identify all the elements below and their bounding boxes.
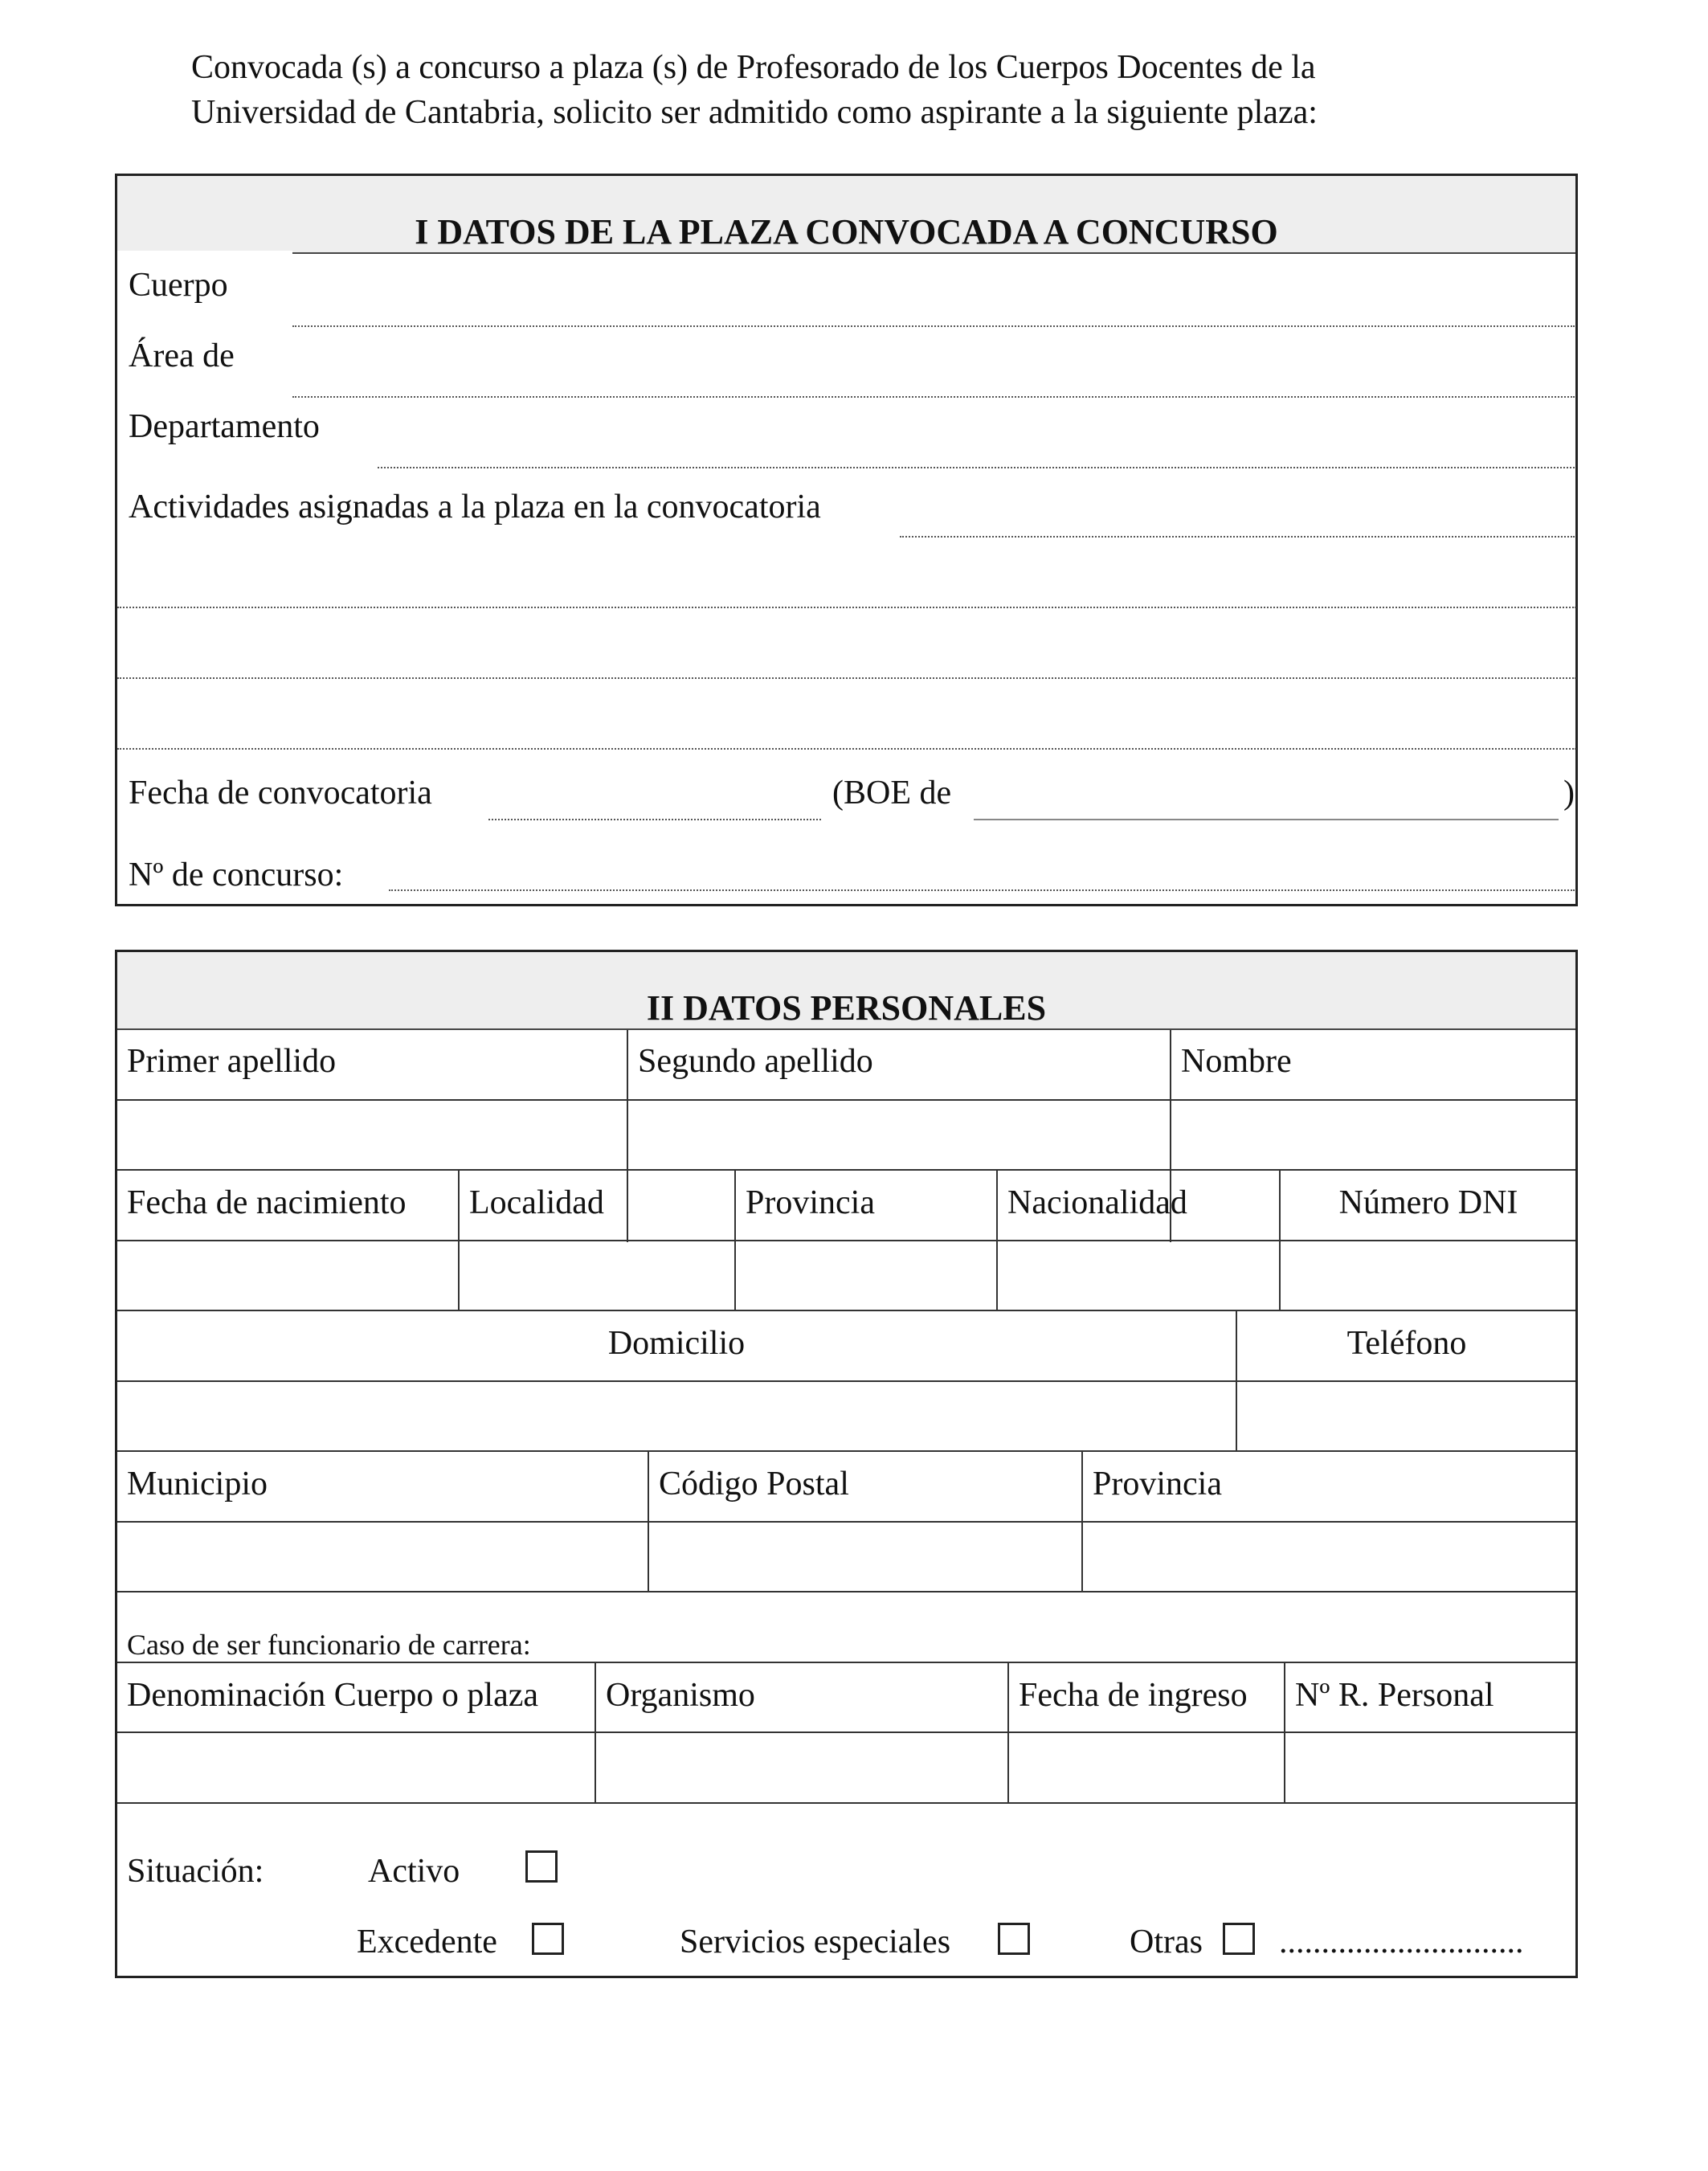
excedente-checkbox[interactable] (532, 1923, 564, 1955)
servicios-especiales-checkbox[interactable] (998, 1923, 1030, 1955)
fecha-ingreso-input[interactable] (1009, 1734, 1284, 1801)
nombre-input[interactable] (1171, 1102, 1575, 1169)
fecha-convocatoria-field[interactable] (488, 772, 821, 812)
departamento-label: Departamento (129, 408, 320, 445)
actividades-line-3[interactable] (117, 631, 1575, 676)
actividades-field[interactable] (900, 488, 1575, 528)
row-divider (117, 1450, 1575, 1452)
cuerpo-label: Cuerpo (129, 267, 228, 304)
actividades-line-2[interactable] (117, 560, 1575, 605)
row-divider (117, 1169, 1575, 1171)
fecha-nacimiento-label: Fecha de nacimiento (127, 1184, 407, 1221)
activo-checkbox[interactable] (525, 1850, 558, 1883)
boe-field[interactable] (974, 772, 1559, 812)
cuerpo-field[interactable] (292, 264, 1575, 305)
otras-dotted-field[interactable]: ............................. (1279, 1924, 1524, 1960)
departamento-field[interactable] (378, 406, 1575, 446)
intro-line-2: Universidad de Cantabria, solicito ser admitido como aspirante a la siguiente plaza: (191, 94, 1318, 131)
boe-underline (974, 819, 1559, 820)
numero-dni-label: Número DNI (1338, 1184, 1518, 1221)
provincia-2-label: Provincia (1093, 1466, 1222, 1503)
fecha-convocatoria-label: Fecha de convocatoria (129, 775, 432, 812)
section-personales-title: II DATOS PERSONALES (117, 952, 1575, 1030)
primer-apellido-label: Primer apellido (127, 1043, 337, 1080)
telefono-label: Teléfono (1346, 1325, 1467, 1362)
municipio-label: Municipio (127, 1466, 268, 1503)
activo-label: Activo (368, 1853, 460, 1890)
section-personales (115, 950, 1578, 1978)
row-divider (117, 1240, 1575, 1241)
num-concurso-label: Nº de concurso: (129, 857, 344, 893)
boe-close-paren: ) (1563, 775, 1575, 812)
section-plaza-title: I DATOS DE LA PLAZA CONVOCADA A CONCURSO (117, 176, 1575, 254)
excedente-label: Excedente (357, 1924, 497, 1960)
fecha-nacimiento-input[interactable] (117, 1242, 458, 1310)
caso-funcionario-label: Caso de ser funcionario de carrera: (127, 1629, 531, 1661)
primer-apellido-input[interactable] (117, 1102, 627, 1169)
fecha-ingreso-label: Fecha de ingreso (1019, 1677, 1248, 1714)
localidad-input[interactable] (460, 1242, 734, 1310)
intro-text (191, 45, 1557, 135)
situacion-label: Situación: (127, 1853, 264, 1890)
domicilio-input[interactable] (117, 1383, 1236, 1450)
row-divider (117, 1521, 1575, 1523)
nacionalidad-input[interactable] (998, 1242, 1279, 1310)
num-concurso-dotted-line (389, 889, 1575, 891)
provincia-label: Provincia (746, 1184, 875, 1221)
servicios-especiales-label: Servicios especiales (680, 1924, 951, 1960)
actividades-label: Actividades asignadas a la plaza en la convocatoria (129, 489, 821, 525)
domicilio-label: Domicilio (607, 1325, 746, 1362)
nr-personal-input[interactable] (1285, 1734, 1575, 1801)
numero-dni-input[interactable] (1281, 1242, 1575, 1310)
area-field[interactable] (292, 335, 1575, 375)
telefono-input[interactable] (1237, 1383, 1575, 1450)
codigo-postal-label: Código Postal (659, 1466, 849, 1503)
row-divider (117, 1731, 1575, 1733)
nacionalidad-label: Nacionalidad (1007, 1184, 1187, 1221)
cuerpo-dotted-line (292, 325, 1575, 327)
organismo-label: Organismo (606, 1677, 755, 1714)
actividades-dotted-line (900, 536, 1575, 538)
area-label: Área de (129, 337, 235, 374)
boe-label: (BOE de (832, 775, 952, 812)
denominacion-label: Denominación Cuerpo o plaza (127, 1677, 538, 1714)
provincia-2-input[interactable] (1083, 1523, 1575, 1591)
row-divider (117, 1099, 1575, 1101)
organismo-input[interactable] (596, 1734, 1007, 1801)
row-divider (117, 1380, 1575, 1382)
row-divider (117, 1591, 1575, 1592)
otras-checkbox[interactable] (1223, 1923, 1255, 1955)
fecha-convocatoria-dotted-line (488, 819, 821, 820)
nombre-label: Nombre (1181, 1043, 1292, 1080)
intro-line-1: Convocada (s) a concurso a plaza (s) de Profesorado de los Cuerpos Docentes de la (191, 49, 1316, 86)
segundo-apellido-input[interactable] (628, 1102, 1170, 1169)
nr-personal-label: Nº R. Personal (1295, 1677, 1494, 1714)
segundo-apellido-label: Segundo apellido (638, 1043, 873, 1080)
section-plaza (115, 174, 1578, 906)
row-divider (117, 1802, 1575, 1804)
municipio-input[interactable] (117, 1523, 648, 1591)
departamento-dotted-line (378, 467, 1575, 468)
actividades-dotted-line-3 (117, 677, 1576, 679)
codigo-postal-input[interactable] (649, 1523, 1081, 1591)
actividades-dotted-line-2 (117, 607, 1576, 608)
otras-label: Otras (1130, 1924, 1203, 1960)
row-divider (117, 1310, 1575, 1311)
localidad-label: Localidad (469, 1184, 604, 1221)
area-dotted-line (292, 396, 1575, 398)
actividades-line-4[interactable] (117, 701, 1575, 746)
actividades-dotted-line-4 (117, 748, 1576, 750)
header-gap (117, 251, 292, 257)
provincia-input[interactable] (736, 1242, 996, 1310)
num-concurso-field[interactable] (389, 851, 1575, 888)
denominacion-input[interactable] (117, 1734, 595, 1801)
